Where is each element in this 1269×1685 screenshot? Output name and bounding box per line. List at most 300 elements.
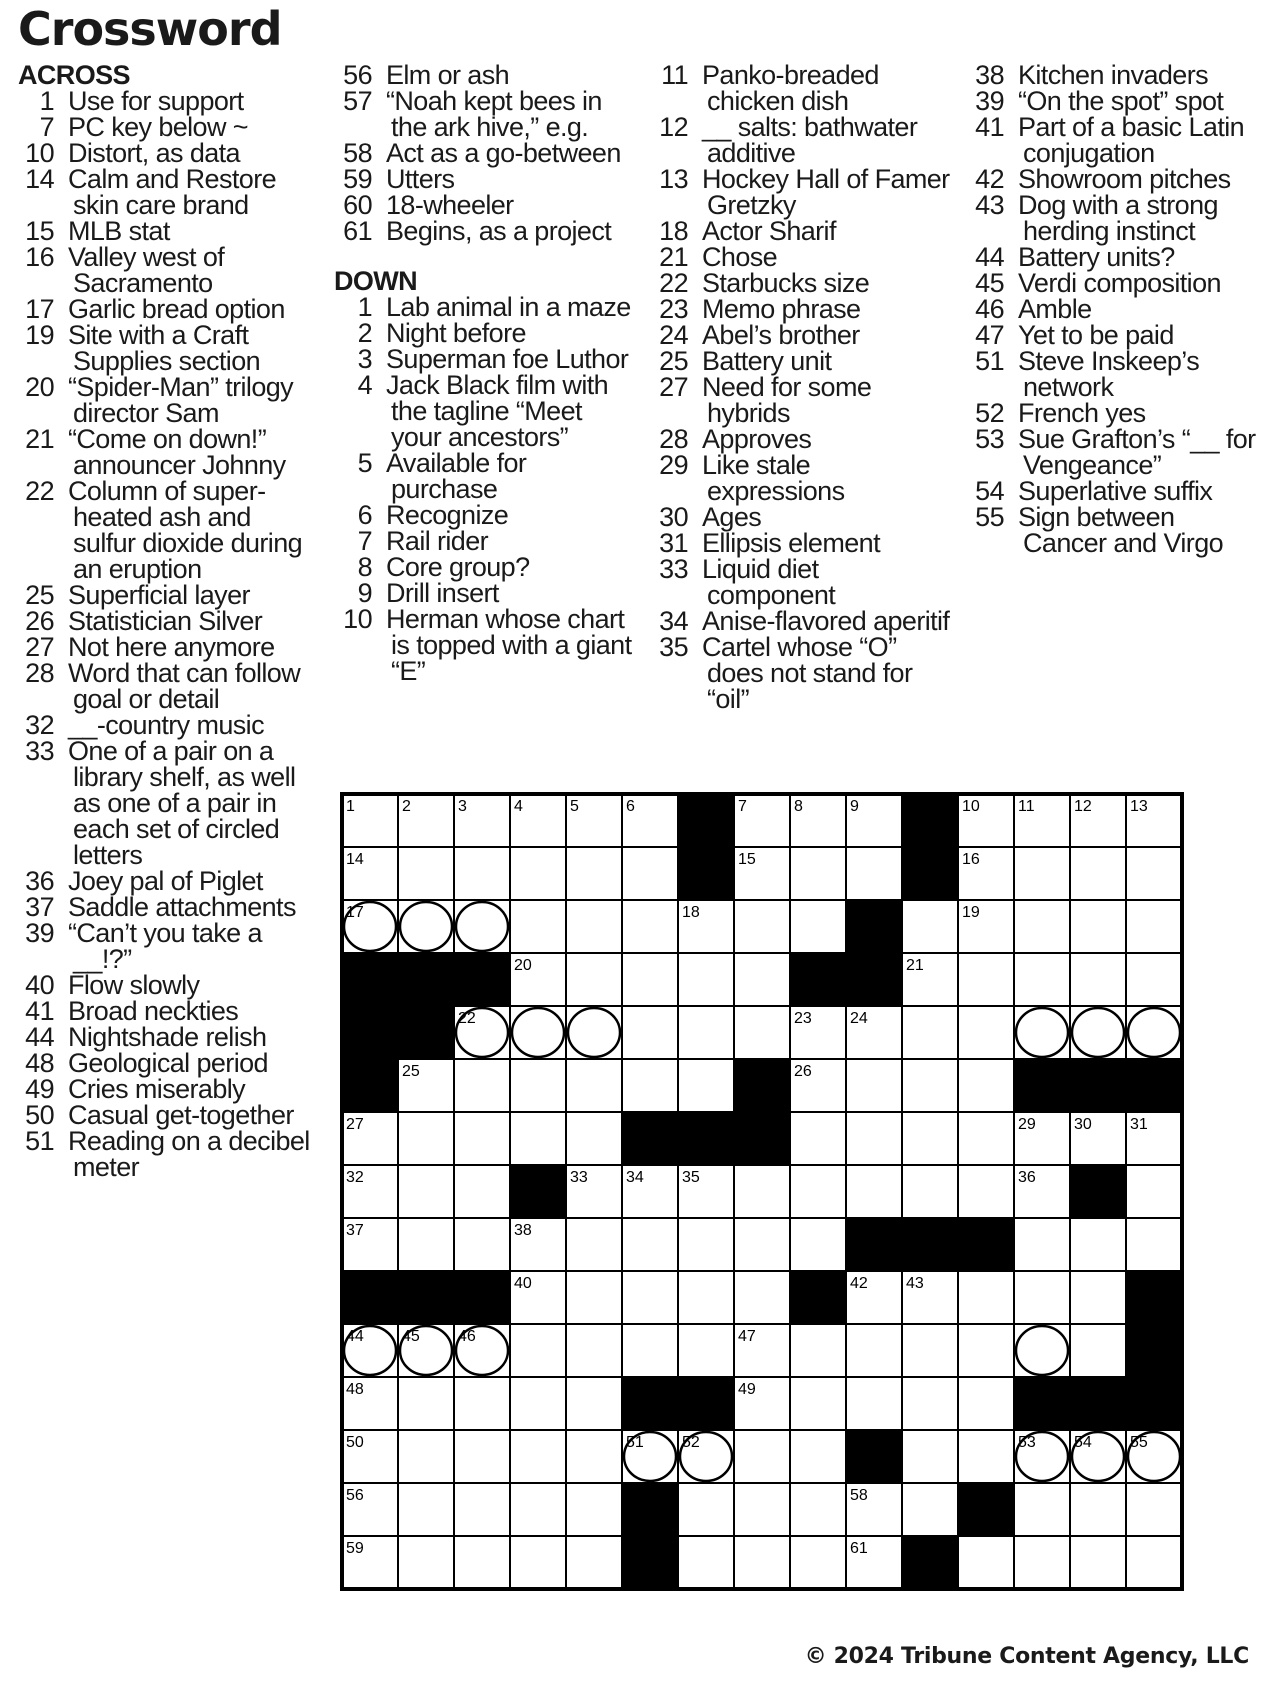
grid-cell[interactable] [454, 1165, 510, 1218]
grid-cell[interactable] [510, 1324, 566, 1377]
across-clue-49[interactable] [18, 1076, 318, 1102]
clue-number: 54 [975, 476, 1004, 506]
across-clue-33[interactable] [18, 738, 318, 868]
grid-cell[interactable] [958, 1430, 1014, 1483]
down-clue-21[interactable] [650, 244, 950, 270]
grid-cell[interactable] [622, 900, 678, 953]
across-clue-61[interactable] [334, 218, 634, 244]
cell-number: 42 [850, 1275, 868, 1292]
grid-cell[interactable] [566, 1006, 622, 1059]
grid-cell[interactable] [846, 1377, 902, 1430]
black-square [342, 1271, 398, 1324]
grid-cell[interactable] [1014, 1536, 1070, 1589]
clue-text: Act as a go-between [386, 138, 621, 168]
down-clue-22[interactable] [650, 270, 950, 296]
grid-cell[interactable] [454, 1218, 510, 1271]
across-clue-41[interactable] [18, 998, 318, 1024]
clue-number: 59 [343, 164, 372, 194]
grid-cell[interactable] [398, 1112, 454, 1165]
grid-cell[interactable] [902, 1059, 958, 1112]
cell-number: 34 [626, 1169, 644, 1186]
grid-cell[interactable] [1014, 1218, 1070, 1271]
across-clue-40[interactable] [18, 972, 318, 998]
grid-cell[interactable] [902, 1324, 958, 1377]
cell-number: 37 [346, 1222, 364, 1239]
grid-cell[interactable] [790, 1165, 846, 1218]
cell-number: 11 [1018, 798, 1035, 815]
across-clue-26[interactable] [18, 608, 318, 634]
grid-cell[interactable] [1070, 1271, 1126, 1324]
black-square [1126, 1377, 1182, 1430]
grid-cell[interactable] [566, 1430, 622, 1483]
across-clue-20[interactable] [18, 374, 318, 426]
grid-cell[interactable] [902, 1377, 958, 1430]
clue-text: Jack Black film with the tagline “Meet your ancestors” [386, 370, 609, 452]
grid-cell[interactable] [454, 1483, 510, 1536]
clue-number: 32 [25, 710, 54, 740]
grid-cell[interactable] [566, 1271, 622, 1324]
grid-cell[interactable] [1014, 1006, 1070, 1059]
across-clue-36[interactable] [18, 868, 318, 894]
grid-cell[interactable] [566, 953, 622, 1006]
grid-cell[interactable] [678, 1324, 734, 1377]
grid-cell[interactable] [454, 1059, 510, 1112]
down-clue-47[interactable] [966, 322, 1256, 348]
grid-cell[interactable] [790, 1112, 846, 1165]
clue-text: PC key below ~ [68, 112, 248, 142]
down-clue-18[interactable] [650, 218, 950, 244]
cell-number: 50 [346, 1434, 364, 1451]
down-clue-6[interactable] [334, 502, 634, 528]
grid-cell[interactable] [622, 1324, 678, 1377]
grid-cell[interactable] [846, 1324, 902, 1377]
clue-text: Reading on a decibel meter [68, 1126, 310, 1182]
grid-cell[interactable] [566, 1536, 622, 1589]
across-clue-22[interactable] [18, 478, 318, 582]
across-clue-44[interactable] [18, 1024, 318, 1050]
clue-text: Elm or ash [386, 60, 510, 90]
grid-cell[interactable] [902, 1112, 958, 1165]
across-clue-39[interactable] [18, 920, 318, 972]
grid-cell[interactable] [622, 953, 678, 1006]
down-clue-12[interactable] [650, 114, 950, 166]
clue-number: 33 [25, 736, 54, 766]
down-clue-30[interactable] [650, 504, 950, 530]
cell-number: 1 [346, 798, 355, 815]
clue-number: 23 [659, 294, 688, 324]
clue-text: Column of super-heated ash and sulfur dioxide during an eruption [68, 476, 303, 584]
grid-cell[interactable] [958, 953, 1014, 1006]
grid-cell[interactable] [398, 1536, 454, 1589]
clue-number: 44 [975, 242, 1004, 272]
grid-cell[interactable] [790, 1218, 846, 1271]
grid-cell[interactable] [678, 1218, 734, 1271]
grid-cell[interactable] [846, 1165, 902, 1218]
grid-cell[interactable] [1070, 1006, 1126, 1059]
clue-text: Panko-breaded chicken dish [702, 60, 879, 116]
down-clue-1[interactable] [334, 294, 634, 320]
grid-cell[interactable] [958, 1112, 1014, 1165]
grid-cell[interactable] [1014, 953, 1070, 1006]
grid-cell[interactable] [902, 1165, 958, 1218]
grid-cell[interactable] [398, 900, 454, 953]
across-clue-17[interactable] [18, 296, 318, 322]
across-clue-59[interactable] [334, 166, 634, 192]
across-clue-1[interactable] [18, 88, 318, 114]
grid-cell[interactable] [454, 900, 510, 953]
grid-cell[interactable] [1126, 1218, 1182, 1271]
down-clue-8[interactable] [334, 554, 634, 580]
across-clue-15[interactable] [18, 218, 318, 244]
clue-number: 38 [975, 60, 1004, 90]
grid-cell[interactable] [958, 1006, 1014, 1059]
cell-number: 32 [346, 1169, 364, 1186]
clue-number: 27 [25, 632, 54, 662]
down-clue-43[interactable] [966, 192, 1256, 244]
grid-cell[interactable] [510, 1377, 566, 1430]
across-clue-19[interactable] [18, 322, 318, 374]
grid-cell[interactable] [454, 1377, 510, 1430]
grid-cell[interactable] [958, 1059, 1014, 1112]
grid-cell[interactable] [958, 1377, 1014, 1430]
grid-cell[interactable] [1014, 900, 1070, 953]
grid-cell[interactable] [734, 1165, 790, 1218]
grid-cell[interactable] [902, 1006, 958, 1059]
down-clue-46[interactable] [966, 296, 1256, 322]
down-clue-5[interactable] [334, 450, 634, 502]
down-clue-31[interactable] [650, 530, 950, 556]
grid-cell[interactable] [1126, 1165, 1182, 1218]
clue-number: 43 [975, 190, 1004, 220]
grid-cell[interactable] [566, 1218, 622, 1271]
grid-cell[interactable] [454, 1112, 510, 1165]
across-clue-48[interactable] [18, 1050, 318, 1076]
grid-cell[interactable] [734, 1536, 790, 1589]
cell-number: 59 [346, 1540, 364, 1557]
across-clue-16[interactable] [18, 244, 318, 296]
grid-cell[interactable] [790, 900, 846, 953]
down-clue-29[interactable] [650, 452, 950, 504]
down-clue-55[interactable] [966, 504, 1256, 556]
clue-text: Actor Sharif [702, 216, 836, 246]
grid-cell[interactable] [1014, 1324, 1070, 1377]
clue-text: MLB stat [68, 216, 170, 246]
cell-number: 15 [738, 851, 756, 868]
down-clue-23[interactable] [650, 296, 950, 322]
grid-cell[interactable] [566, 847, 622, 900]
cell-number: 14 [346, 851, 364, 868]
clue-text: Kitchen invaders [1018, 60, 1209, 90]
grid-cell[interactable] [958, 1165, 1014, 1218]
grid-cell[interactable] [678, 1006, 734, 1059]
cell-number: 13 [1130, 798, 1148, 815]
black-square [1014, 1059, 1070, 1112]
across-clue-60[interactable] [334, 192, 634, 218]
clue-text: Herman whose chart is topped with a giant “E” [386, 604, 632, 686]
grid-cell[interactable] [678, 953, 734, 1006]
cell-number: 38 [514, 1222, 532, 1239]
clue-number: 41 [975, 112, 1004, 142]
clue-text: Utters [386, 164, 455, 194]
grid-cell[interactable] [510, 1536, 566, 1589]
down-clue-4[interactable] [334, 372, 634, 450]
clue-text: Valley west of Sacramento [68, 242, 225, 298]
down-clue-10[interactable] [334, 606, 634, 684]
grid-cell[interactable] [398, 1483, 454, 1536]
clue-text: Flow slowly [68, 970, 200, 1000]
across-clue-10[interactable] [18, 140, 318, 166]
black-square [678, 1377, 734, 1430]
down-clue-42[interactable] [966, 166, 1256, 192]
grid-cell[interactable] [678, 1536, 734, 1589]
cell-number: 23 [794, 1010, 812, 1027]
clue-text: Available for purchase [386, 448, 527, 504]
down-clue-11[interactable] [650, 62, 950, 114]
black-square [1070, 1377, 1126, 1430]
down-clue-45[interactable] [966, 270, 1256, 296]
across-clue-25[interactable] [18, 582, 318, 608]
down-clue-52[interactable] [966, 400, 1256, 426]
grid-cell[interactable] [790, 1483, 846, 1536]
across-clue-32[interactable] [18, 712, 318, 738]
grid-cell[interactable] [622, 1059, 678, 1112]
clue-text: Showroom pitches [1018, 164, 1231, 194]
grid-cell[interactable] [790, 847, 846, 900]
grid-cell[interactable] [566, 1377, 622, 1430]
across-clue-21[interactable] [18, 426, 318, 478]
grid-cell[interactable] [398, 1430, 454, 1483]
down-clue-44[interactable] [966, 244, 1256, 270]
grid-cell[interactable] [1070, 1218, 1126, 1271]
grid-cell[interactable] [1014, 1271, 1070, 1324]
grid-cell[interactable] [510, 1059, 566, 1112]
grid-cell[interactable] [734, 1006, 790, 1059]
cell-number: 17 [346, 904, 364, 921]
black-square [342, 953, 398, 1006]
clue-number: 39 [975, 86, 1004, 116]
clue-text: Not here anymore [68, 632, 275, 662]
down-clue-3[interactable] [334, 346, 634, 372]
grid-cell[interactable] [1070, 900, 1126, 953]
grid-cell[interactable] [454, 847, 510, 900]
grid-cell[interactable] [958, 1536, 1014, 1589]
grid-cell[interactable] [734, 1430, 790, 1483]
clue-text: “Spider-Man” trilogy director Sam [68, 372, 294, 428]
clue-column-3 [650, 62, 950, 712]
black-square [958, 1483, 1014, 1536]
clue-number: 28 [659, 424, 688, 454]
grid-cell[interactable] [1126, 1006, 1182, 1059]
grid-cell[interactable] [1070, 953, 1126, 1006]
grid-cell[interactable] [398, 1218, 454, 1271]
grid-cell[interactable] [1070, 1483, 1126, 1536]
across-clue-58[interactable] [334, 140, 634, 166]
grid-cell[interactable] [790, 1377, 846, 1430]
grid-cell[interactable] [790, 1430, 846, 1483]
grid-cell[interactable] [846, 847, 902, 900]
black-square [846, 1430, 902, 1483]
down-clue-39[interactable] [966, 88, 1256, 114]
grid-cell[interactable] [622, 1218, 678, 1271]
cell-number: 48 [346, 1381, 364, 1398]
across-clue-7[interactable] [18, 114, 318, 140]
grid-cell[interactable] [398, 847, 454, 900]
clue-text: Distort, as data [68, 138, 240, 168]
cell-number: 9 [850, 798, 859, 815]
grid-cell[interactable] [734, 953, 790, 1006]
black-square [1014, 1377, 1070, 1430]
black-square [1126, 1324, 1182, 1377]
cell-number: 54 [1074, 1434, 1092, 1451]
clue-number: 5 [357, 448, 372, 478]
cell-number: 27 [346, 1116, 364, 1133]
grid-cell[interactable] [622, 1271, 678, 1324]
down-clue-27[interactable] [650, 374, 950, 426]
clue-text: Abel’s brother [702, 320, 860, 350]
clue-text: Memo phrase [702, 294, 861, 324]
clue-text: Dog with a strong herding instinct [1018, 190, 1218, 246]
grid-cell[interactable] [454, 1536, 510, 1589]
cell-number: 16 [962, 851, 980, 868]
grid-cell[interactable] [510, 900, 566, 953]
cell-number: 39 [962, 1222, 980, 1239]
grid-cell[interactable] [398, 1377, 454, 1430]
clue-text: Cries miserably [68, 1074, 246, 1104]
cell-number: 22 [458, 1010, 476, 1027]
clue-text: Joey pal of Piglet [68, 866, 263, 896]
clue-number: 52 [975, 398, 1004, 428]
grid-cell[interactable] [1126, 1483, 1182, 1536]
copyright-notice: © 2024 Tribune Content Agency, LLC [804, 1644, 1249, 1669]
clue-number: 21 [25, 424, 54, 454]
grid-cell[interactable] [566, 900, 622, 953]
across-clue-37[interactable] [18, 894, 318, 920]
cell-number: 58 [850, 1487, 868, 1504]
grid-cell[interactable] [846, 1059, 902, 1112]
across-clue-56[interactable] [334, 62, 634, 88]
down-clue-51[interactable] [966, 348, 1256, 400]
clue-text: __-country music [68, 710, 264, 740]
grid-cell[interactable] [1126, 953, 1182, 1006]
black-square [846, 1218, 902, 1271]
grid-cell[interactable] [902, 1430, 958, 1483]
across-clue-14[interactable] [18, 166, 318, 218]
cell-number: 19 [962, 904, 980, 921]
down-clue-38[interactable] [966, 62, 1256, 88]
grid-cell[interactable] [678, 1483, 734, 1536]
down-clue-13[interactable] [650, 166, 950, 218]
black-square [1126, 1271, 1182, 1324]
black-square [678, 847, 734, 900]
down-clue-25[interactable] [650, 348, 950, 374]
grid-cell[interactable] [790, 1324, 846, 1377]
grid-cell[interactable] [846, 1112, 902, 1165]
black-square [454, 953, 510, 1006]
grid-cell[interactable] [398, 1165, 454, 1218]
grid-cell[interactable] [510, 1006, 566, 1059]
down-clue-34[interactable] [650, 608, 950, 634]
down-clue-35[interactable] [650, 634, 950, 712]
grid-cell[interactable] [734, 1218, 790, 1271]
cell-number: 24 [850, 1010, 868, 1027]
black-square [678, 1112, 734, 1165]
grid-cell[interactable] [1126, 847, 1182, 900]
grid-cell[interactable] [1014, 847, 1070, 900]
clue-text: Calm and Restore skin care brand [68, 164, 276, 220]
clue-text: Nightshade relish [68, 1022, 267, 1052]
down-clue-54[interactable] [966, 478, 1256, 504]
grid-cell[interactable] [454, 1430, 510, 1483]
grid-cell[interactable] [566, 1112, 622, 1165]
across-clue-50[interactable] [18, 1102, 318, 1128]
across-clue-51[interactable] [18, 1128, 318, 1180]
down-clue-33[interactable] [650, 556, 950, 608]
across-clue-27[interactable] [18, 634, 318, 660]
clue-number: 2 [357, 318, 372, 348]
grid-cell[interactable] [510, 1430, 566, 1483]
cell-number: 43 [906, 1275, 924, 1292]
down-clue-28[interactable] [650, 426, 950, 452]
clue-number: 61 [343, 216, 372, 246]
across-header: ACROSS [18, 60, 130, 90]
grid-cell[interactable] [622, 847, 678, 900]
grid-cell[interactable] [734, 1483, 790, 1536]
clue-text: French yes [1018, 398, 1146, 428]
clue-number: 19 [25, 320, 54, 350]
grid-cell[interactable] [1070, 847, 1126, 900]
grid-cell[interactable] [902, 1483, 958, 1536]
clue-number: 10 [343, 604, 372, 634]
grid-cell[interactable] [958, 1324, 1014, 1377]
grid-cell[interactable] [510, 847, 566, 900]
grid-cell[interactable] [1126, 900, 1182, 953]
clue-number: 42 [975, 164, 1004, 194]
grid-cell[interactable] [902, 900, 958, 953]
down-clue-2[interactable] [334, 320, 634, 346]
across-clue-57[interactable] [334, 88, 634, 140]
grid-cell[interactable] [566, 1059, 622, 1112]
clue-number: 22 [25, 476, 54, 506]
grid-cell[interactable] [510, 1112, 566, 1165]
grid-cell[interactable] [678, 1059, 734, 1112]
down-clue-9[interactable] [334, 580, 634, 606]
cell-number: 47 [738, 1328, 756, 1345]
grid-cell[interactable] [1070, 1324, 1126, 1377]
grid-cell[interactable] [958, 1271, 1014, 1324]
grid-cell[interactable] [566, 1324, 622, 1377]
grid-cell[interactable] [734, 900, 790, 953]
down-clue-41[interactable] [966, 114, 1256, 166]
grid-cell[interactable] [1070, 1536, 1126, 1589]
clue-text: Like stale expressions [702, 450, 845, 506]
clue-column-4 [966, 62, 1256, 556]
grid-cell[interactable] [1126, 1536, 1182, 1589]
down-clue-24[interactable] [650, 322, 950, 348]
grid-cell[interactable] [510, 1483, 566, 1536]
grid-cell[interactable] [566, 1483, 622, 1536]
cell-number: 18 [682, 904, 700, 921]
cell-number: 21 [906, 957, 924, 974]
grid-cell[interactable] [622, 1006, 678, 1059]
down-clue-53[interactable] [966, 426, 1256, 478]
grid-cell[interactable] [790, 1536, 846, 1589]
across-clue-28[interactable] [18, 660, 318, 712]
grid-cell[interactable] [734, 1271, 790, 1324]
grid-cell[interactable] [1014, 1483, 1070, 1536]
clue-text: Liquid diet component [702, 554, 836, 610]
grid-cell[interactable] [678, 1271, 734, 1324]
down-clue-7[interactable] [334, 528, 634, 554]
